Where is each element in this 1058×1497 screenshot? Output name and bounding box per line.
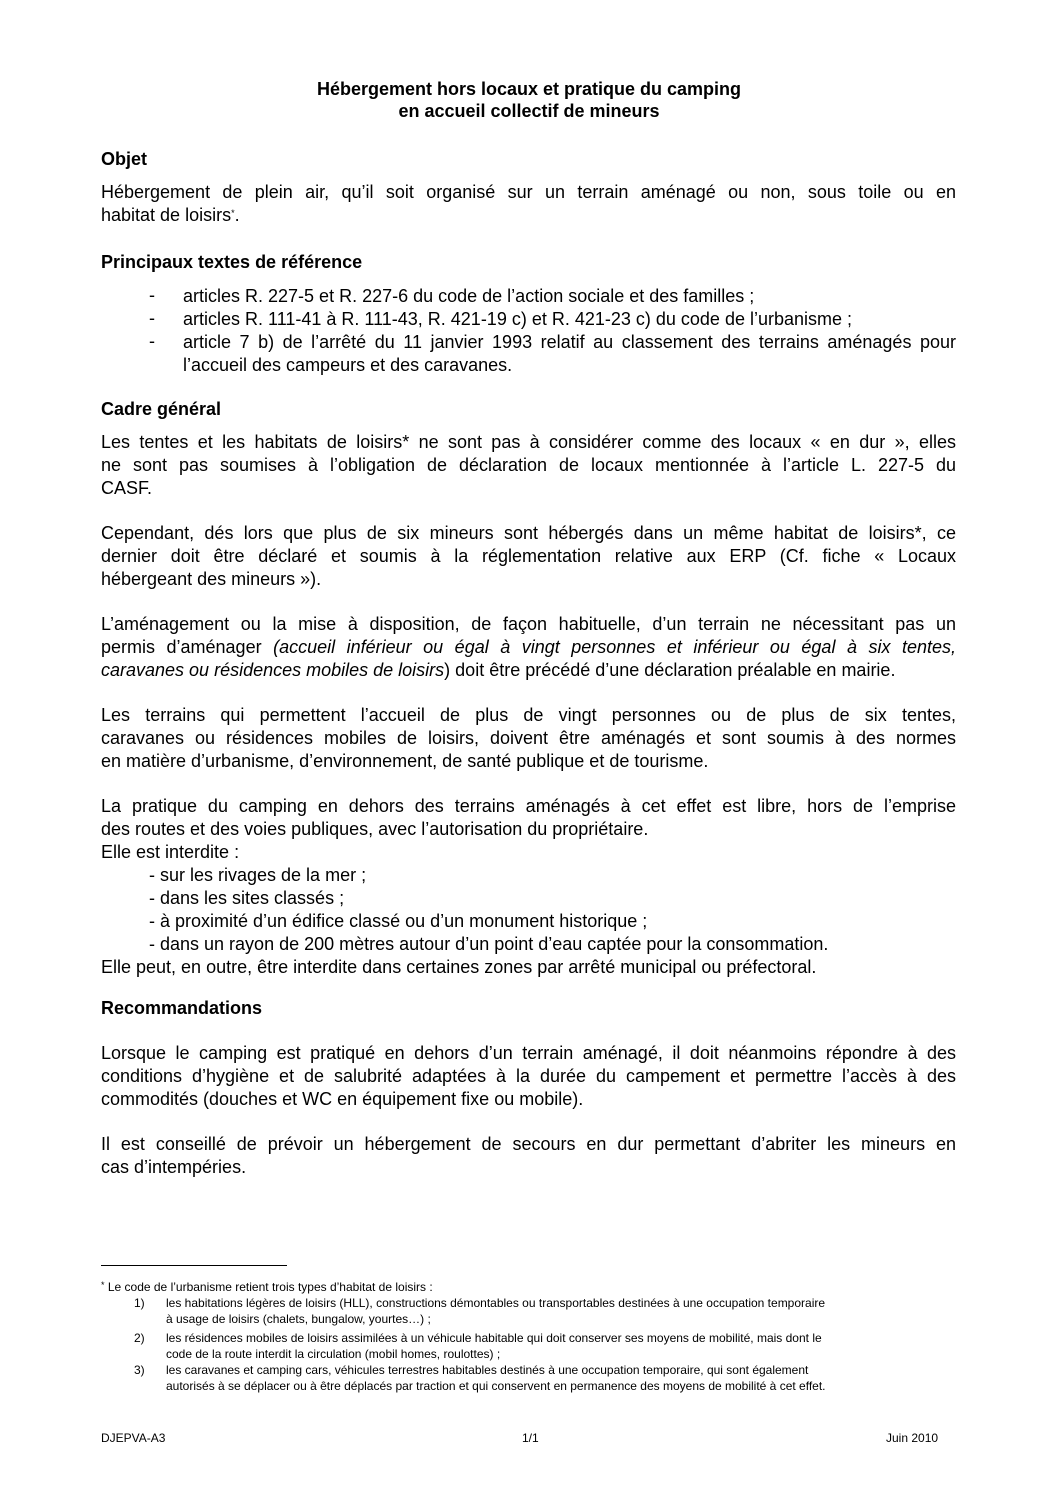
footer-date: Juin 2010	[886, 1431, 939, 1445]
footnote-number: 3)	[134, 1363, 145, 1377]
objet-line-1: Hébergement de plein air, qu’il soit organisé sur un terrain aménagé ou non, sous toile ou en	[101, 182, 956, 202]
footer-reference: DJEPVA-A3	[101, 1431, 166, 1445]
footnote-item: les caravanes et camping cars, véhicules terrestres habitables destinés à une occupation temporaire, qui sont également autorisés à se déplacer ou à être déplacés par traction et qui conservent en permanence des moyens de mobilité à cet effet.	[166, 1363, 826, 1393]
bullet-dash: -	[149, 331, 155, 351]
list-item: - dans un rayon de 200 mètres autour d’un point d’eau captée pour la consommation.	[149, 934, 829, 954]
footnote-intro: * Le code de l’urbanisme retient trois types d’habitat de loisirs :	[101, 1280, 433, 1294]
reference-item: article 7 b) de l’arrêté du 11 janvier 1993 relatif au classement des terrains aménagés pour l’accueil des campeurs et des caravanes.	[183, 332, 956, 375]
footnote-separator	[101, 1265, 287, 1266]
reference-item: articles R. 227-5 et R. 227-6 du code de l’action sociale et des familles ;	[183, 286, 755, 306]
list-item: - dans les sites classés ;	[149, 888, 345, 908]
footnote-item: les habitations légères de loisirs (HLL), constructions démontables ou transportables destinées à une occupation temporaire à usage de loisirs (chalets, bungalow, yourtes…) ;	[166, 1296, 826, 1326]
title-line-1: Hébergement hors locaux et pratique du camping	[316, 79, 742, 99]
bullet-dash: -	[149, 285, 155, 305]
paragraph-recommandations-2: Il est conseillé de prévoir un hébergement de secours en dur permettant d’abriter les mineurs en cas d’intempéries.	[101, 1134, 956, 1177]
reference-item: articles R. 111-41 à R. 111-43, R. 421-19 c) et R. 421-23 c) du code de l’urbanisme ;	[183, 309, 853, 329]
footnote-number: 1)	[134, 1296, 145, 1310]
footnote-item: les résidences mobiles de loisirs assimilées à un véhicule habitable qui doit conserver ses moyens de mobilité, mais dont le code de la route interdit la circulation (mobil homes, roulottes) ;	[166, 1331, 822, 1361]
footnote-mark: *	[231, 208, 235, 218]
paragraph-recommandations-1: Lorsque le camping est pratiqué en dehors d’un terrain aménagé, il doit néanmoins répondre à des conditions d’hygiène et de salubrité adaptées à la durée du campement et permettre l’accès à des commodités (douches et WC en équipement fixe ou mobile).	[101, 1043, 956, 1109]
heading-recommandations: Recommandations	[101, 998, 263, 1018]
heading-references: Principaux textes de référence	[101, 252, 363, 272]
paragraph-cadre-5-end: Elle peut, en outre, être interdite dans certaines zones par arrêté municipal ou préfectoral.	[101, 957, 817, 977]
footer-page-number: 1/1	[522, 1431, 539, 1445]
heading-objet: Objet	[101, 149, 148, 169]
heading-cadre-general: Cadre général	[101, 399, 222, 419]
list-item: - sur les rivages de la mer ;	[149, 865, 367, 885]
footnote-number: 2)	[134, 1331, 145, 1345]
prohibition-list	[149, 864, 828, 956]
title-line-2: en accueil collectif de mineurs	[398, 101, 660, 121]
bullet-dash: -	[149, 308, 155, 328]
list-item: - à proximité d’un édifice classé ou d’un monument historique ;	[149, 911, 648, 931]
paragraph-cadre-3: L’aménagement ou la mise à disposition, de façon habituelle, d’un terrain ne nécessitant pas un permis d’aménager (accueil inférieur ou égal à vingt personnes et inférieur ou égal à six tentes, caravanes ou résidences mobiles de loisirs) doit être précédé d’une déclaration préalable en mairie.	[101, 614, 956, 680]
page-title	[0, 78, 1058, 122]
paragraph-cadre-2: Cependant, dés lors que plus de six mineurs sont hébergés dans un même habitat de loisirs*, ce dernier doit être déclaré et soumis à la réglementation relative aux ERP (Cf. fiche « Locaux hébergeant des mineurs »).	[101, 523, 956, 589]
paragraph-cadre-5: La pratique du camping en dehors des terrains aménagés à cet effet est libre, hors de l’emprise des routes et des voies publiques, avec l’autorisation du propriétaire. Elle est interdite :	[101, 796, 956, 862]
objet-line-2: habitat de loisirs*.	[101, 205, 240, 225]
paragraph-objet	[101, 181, 956, 227]
paragraph-cadre-4: Les terrains qui permettent l’accueil de plus de vingt personnes ou de plus de six tentes, caravanes ou résidences mobiles de loisirs, doivent être aménagés et sont soumis à des normes en matière d’urbanisme, d’environnement, de santé publique et de tourisme.	[101, 705, 956, 771]
paragraph-cadre-1: Les tentes et les habitats de loisirs* ne sont pas à considérer comme des locaux « en dur », elles ne sont pas soumises à l’obligation de déclaration de locaux mentionnée à l’article L. 227-5 du CASF.	[101, 432, 956, 498]
